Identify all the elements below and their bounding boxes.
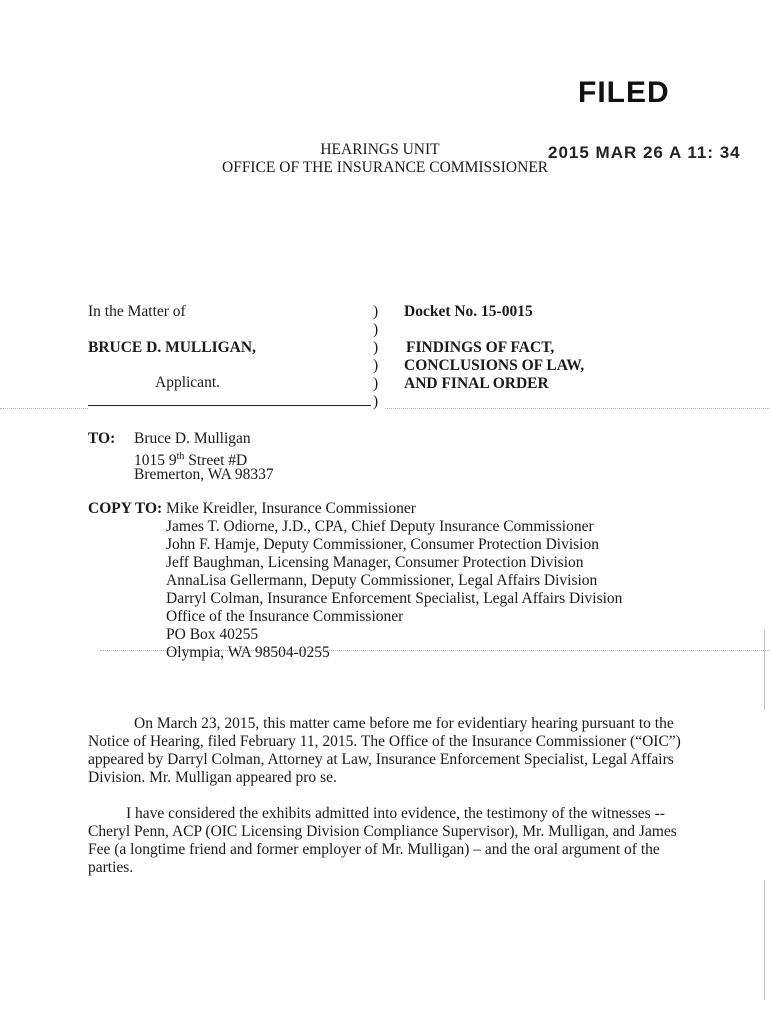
- caption-paren: ): [373, 393, 379, 410]
- to-label: TO:: [88, 430, 116, 447]
- body-line: Notice of Hearing, filed February 11, 2015. The Office of the Insurance Commissioner (“OIC”): [88, 733, 681, 750]
- copy-to-line: Olympia, WA 98504-0255: [166, 644, 330, 661]
- party-role: Applicant.: [155, 374, 220, 391]
- copy-to-line: Jeff Baughman, Licensing Manager, Consumer Protection Division: [166, 554, 584, 571]
- to-street: 1015 9th Street #D: [134, 451, 248, 470]
- body-line: appeared by Darryl Colman, Attorney at Law, Insurance Enforcement Specialist, Legal Affairs: [88, 751, 674, 768]
- body-line: I have considered the exhibits admitted into evidence, the testimony of the witnesses --: [126, 805, 665, 822]
- scan-edge-mark: [764, 630, 765, 710]
- to-city: Bremerton, WA 98337: [134, 466, 274, 483]
- body-line: Cheryl Penn, ACP (OIC Licensing Division Compliance Supervisor), Mr. Mulligan, and James: [88, 823, 677, 840]
- caption-rule: [88, 405, 371, 406]
- body-line: Division. Mr. Mulligan appeared pro se.: [88, 769, 337, 786]
- document-title-line: FINDINGS OF FACT,: [406, 339, 555, 356]
- body-line: On March 23, 2015, this matter came before me for evidentiary hearing pursuant to the: [134, 715, 674, 732]
- in-the-matter-of: In the Matter of: [88, 303, 186, 320]
- copy-to-line: Darryl Colman, Insurance Enforcement Specialist, Legal Affairs Division: [166, 590, 623, 607]
- copy-to-label: COPY TO:: [88, 500, 163, 517]
- copy-to-line: John F. Hamje, Deputy Commissioner, Consumer Protection Division: [166, 536, 599, 553]
- copy-to-line: AnnaLisa Gellermann, Deputy Commissioner, Legal Affairs Division: [166, 572, 598, 589]
- caption-paren: ): [373, 357, 379, 374]
- filed-stamp: FILED: [578, 76, 670, 109]
- copy-to-line: James T. Odiorne, J.D., CPA, Chief Deputy Insurance Commissioner: [166, 518, 594, 535]
- document-title-line: CONCLUSIONS OF LAW,: [404, 357, 585, 374]
- hearings-unit-heading: HEARINGS UNIT: [320, 141, 440, 158]
- filed-date-stamp: 2015 MAR 26 A 11: 34: [548, 143, 741, 162]
- caption-paren: ): [373, 303, 379, 320]
- body-line: Fee (a longtime friend and former employer of Mr. Mulligan) – and the oral argument of the: [88, 841, 660, 858]
- to-name: Bruce D. Mulligan: [134, 430, 251, 447]
- document-title-line: AND FINAL ORDER: [404, 375, 549, 392]
- copy-to-line: Office of the Insurance Commissioner: [166, 608, 404, 625]
- docket-number: Docket No. 15-0015: [404, 303, 533, 320]
- caption-paren: ): [373, 339, 379, 356]
- scan-artifact-line: [0, 408, 88, 409]
- caption-paren: ): [373, 375, 379, 392]
- scan-artifact-line: [385, 408, 770, 409]
- caption-paren: ): [373, 321, 379, 338]
- copy-to-line: PO Box 40255: [166, 626, 259, 643]
- party-name: BRUCE D. MULLIGAN,: [88, 339, 256, 356]
- copy-to-line: Mike Kreidler, Insurance Commissioner: [166, 500, 416, 517]
- body-line: parties.: [88, 859, 134, 876]
- scan-edge-mark: [764, 880, 765, 1000]
- office-heading: OFFICE OF THE INSURANCE COMMISSIONER: [222, 159, 549, 176]
